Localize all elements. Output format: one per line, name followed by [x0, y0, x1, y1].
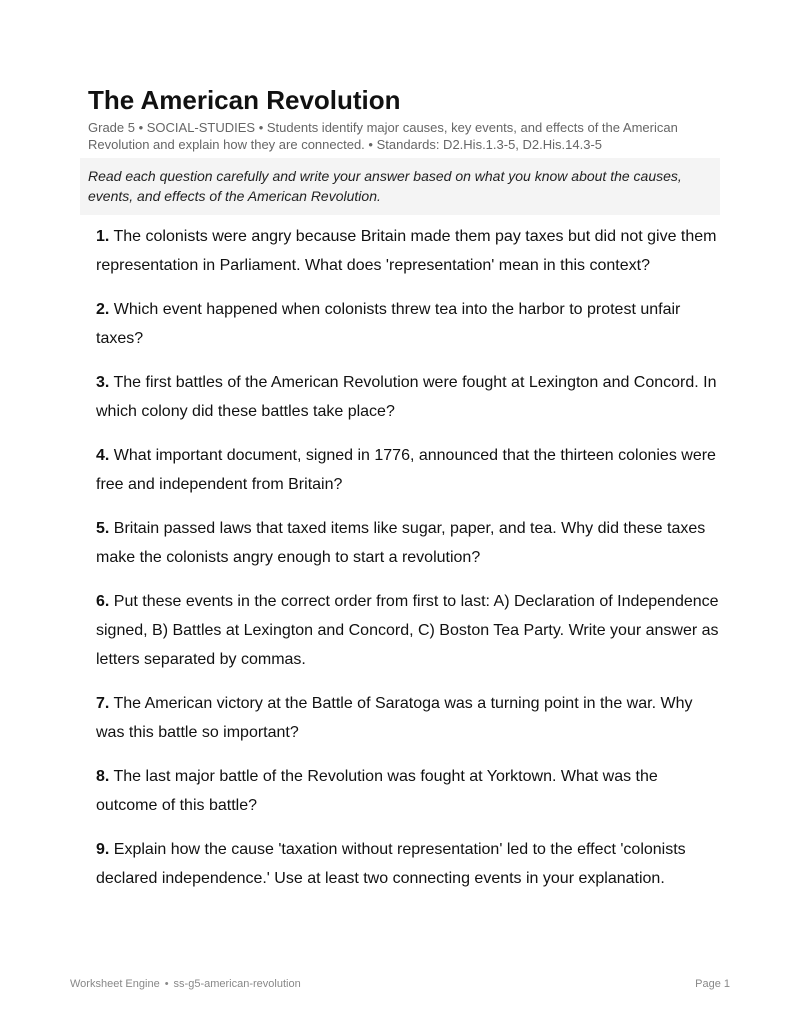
question-item — [96, 762, 720, 820]
question-list — [96, 222, 720, 908]
question-number: 5. — [96, 520, 110, 537]
question-item — [96, 587, 720, 674]
question-text: The American victory at the Battle of Saratoga was a turning point in the war. Why was this battle so important? — [96, 695, 693, 741]
question-number: 6. — [96, 593, 110, 610]
footer-source — [70, 978, 301, 990]
question-number: 7. — [96, 695, 110, 712]
question-item — [96, 689, 720, 747]
footer-separator: • — [164, 978, 169, 990]
worksheet-subtitle: Grade 5 • SOCIAL-STUDIES • Students identify major causes, key events, and effects of the American Revolution and explain how they are connected. • Standards: D2.His.1.3-5, D2.His.14.3-5 — [88, 120, 678, 152]
question-item — [96, 368, 720, 426]
question-text: Britain passed laws that taxed items like sugar, paper, and tea. Why did these taxes make the colonists angry enough to start a revolution? — [96, 520, 706, 566]
instructions-box: Read each question carefully and write your answer based on what you know about the causes, events, and effects of the American Revolution. — [80, 158, 720, 215]
question-text: Put these events in the correct order from first to last: A) Declaration of Independence signed, B) Battles at Lexington and Concord, C) Boston Tea Party. Write your answer as letters separated by commas. — [96, 593, 719, 668]
question-text: Explain how the cause 'taxation without representation' led to the effect 'colonists declared independence.' Use at least two connecting events in your explanation. — [96, 841, 686, 887]
question-number: 9. — [96, 841, 110, 858]
question-item — [96, 514, 720, 572]
question-number: 4. — [96, 447, 110, 464]
question-text: The first battles of the American Revolution were fought at Lexington and Concord. In which colony did these battles take place? — [96, 374, 717, 420]
question-item — [96, 222, 720, 280]
question-number: 2. — [96, 301, 110, 318]
page-number: Page 1 — [695, 978, 730, 990]
question-item — [96, 295, 720, 353]
page-title: The American Revolution — [88, 85, 401, 115]
question-text: The colonists were angry because Britain made them pay taxes but did not give them representation in Parliament. What does 'representation' mean in this context? — [96, 228, 717, 274]
question-item — [96, 835, 720, 893]
question-number: 1. — [96, 228, 110, 245]
footer-engine: Worksheet Engine — [70, 978, 160, 990]
question-text: Which event happened when colonists threw tea into the harbor to protest unfair taxes? — [96, 301, 681, 347]
footer-slug: ss-g5-american-revolution — [173, 978, 301, 990]
question-item — [96, 441, 720, 499]
question-number: 3. — [96, 374, 110, 391]
question-number: 8. — [96, 768, 110, 785]
question-text: The last major battle of the Revolution was fought at Yorktown. What was the outcome of this battle? — [96, 768, 658, 814]
question-text: What important document, signed in 1776, announced that the thirteen colonies were free and independent from Britain? — [96, 447, 716, 493]
